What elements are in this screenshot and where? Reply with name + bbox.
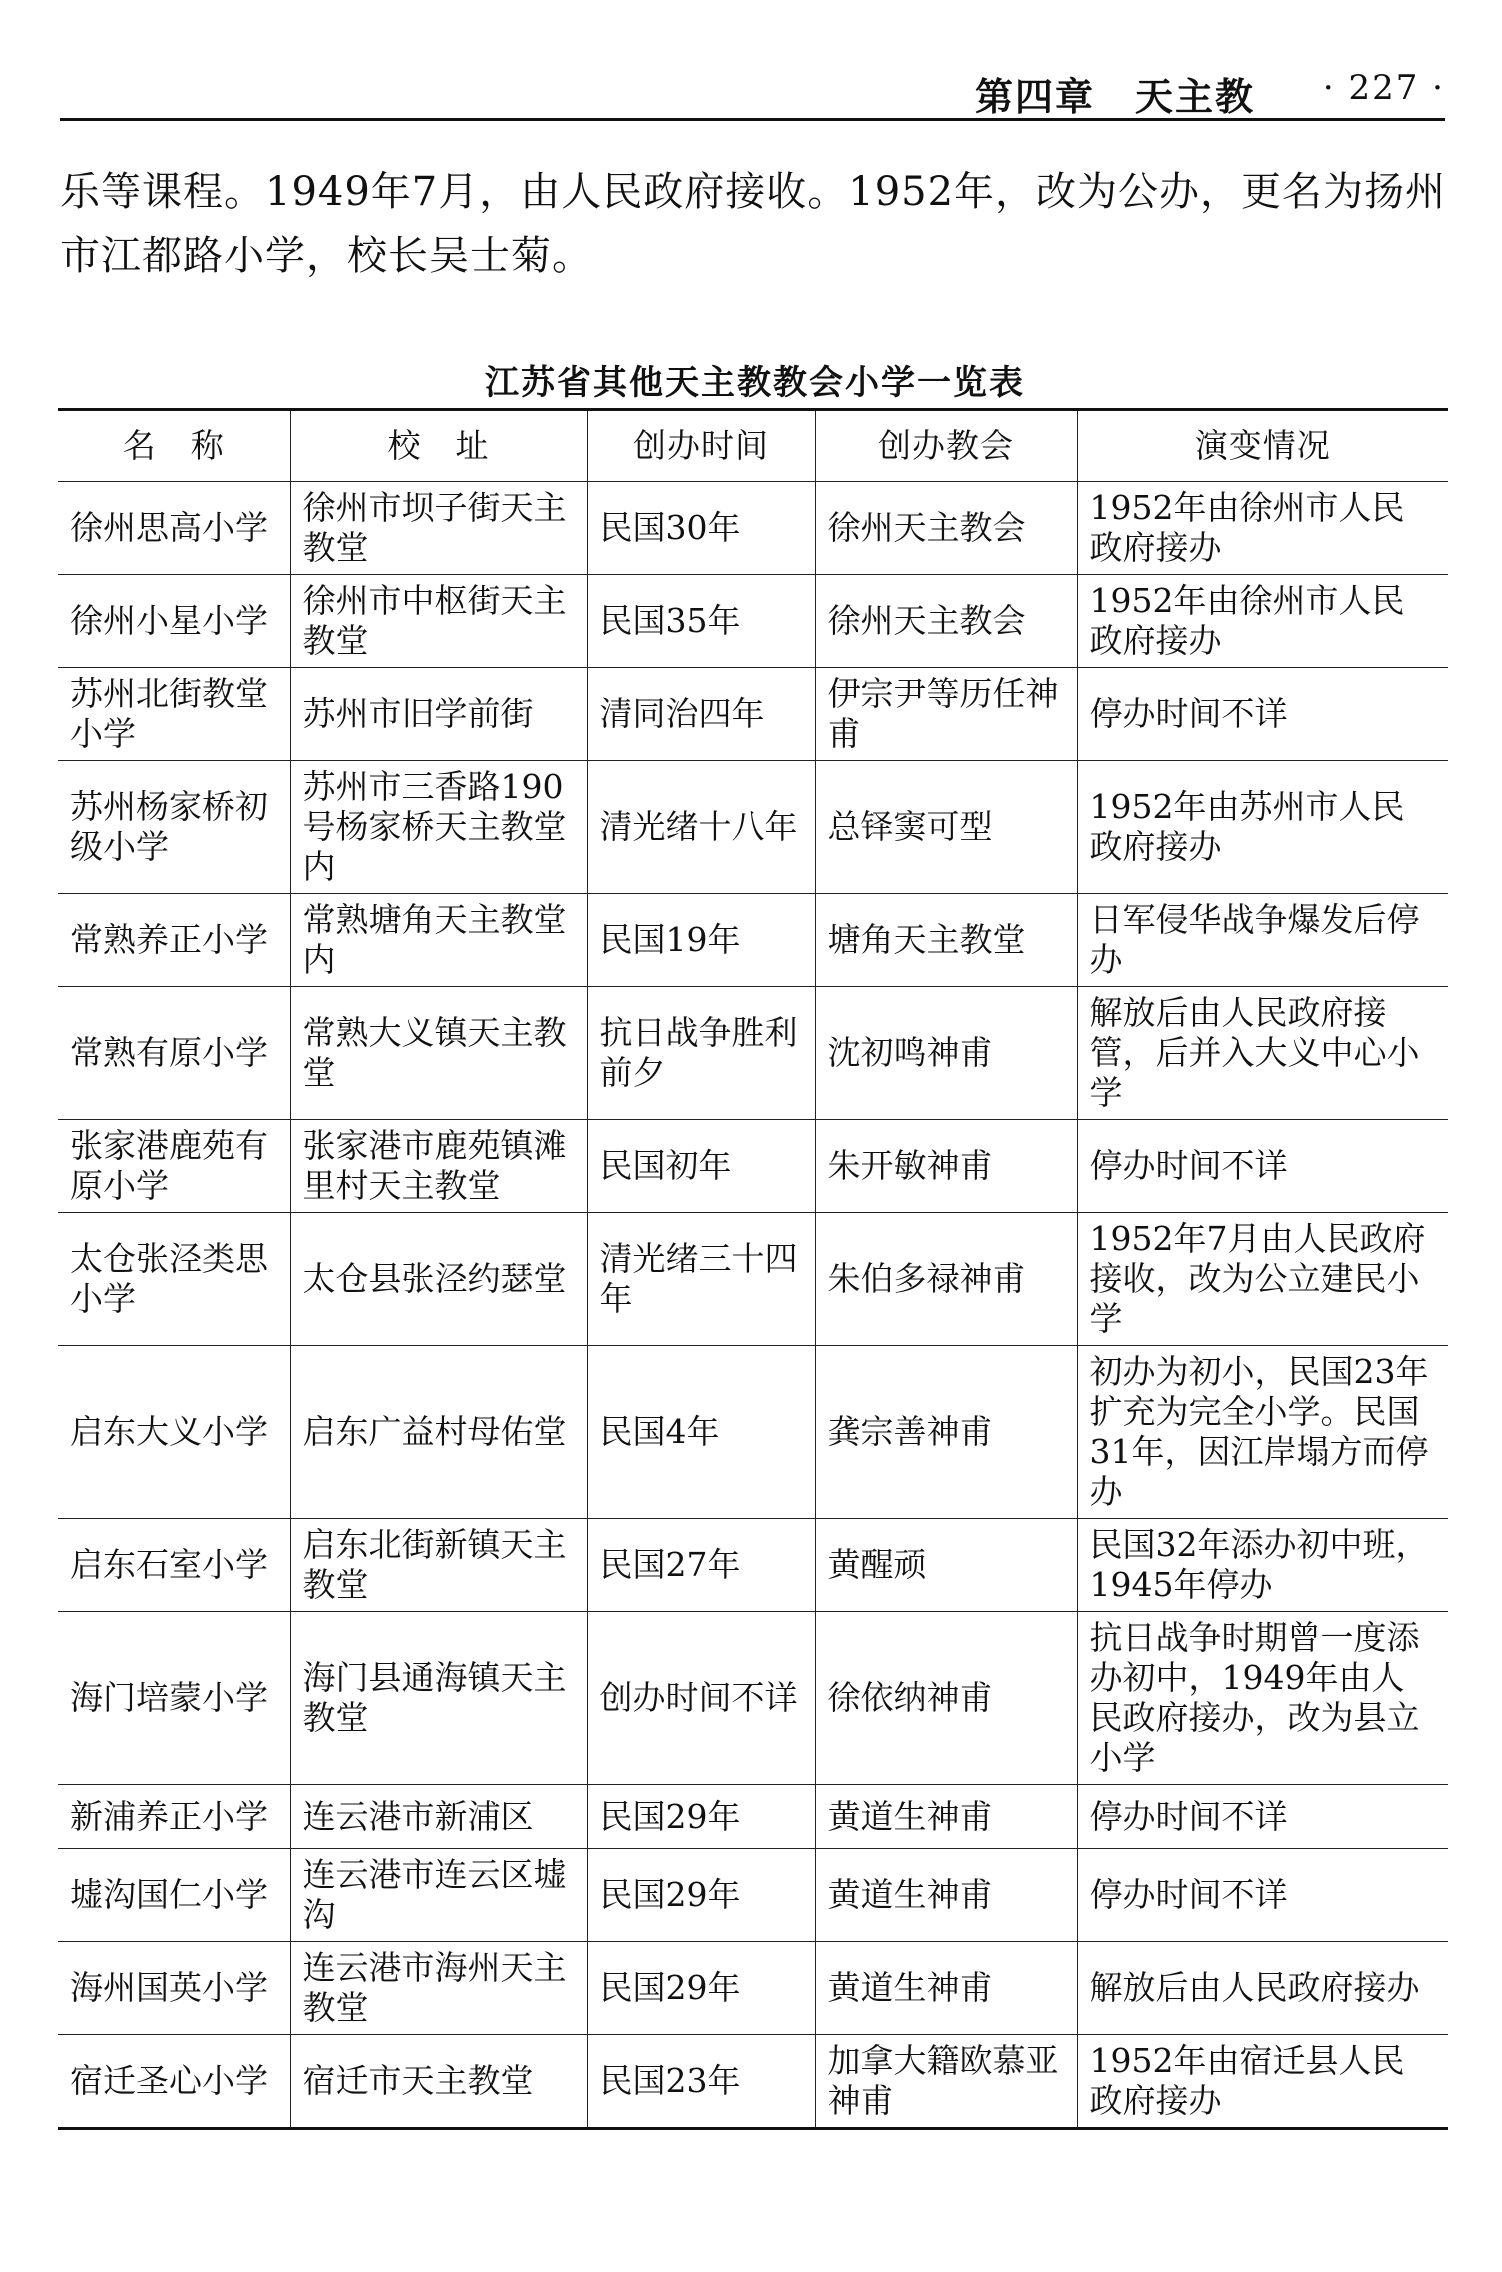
school-name-cell: 太仓张泾类思小学 (58, 1213, 290, 1346)
address-cell: 启东广益村母佑堂 (290, 1346, 587, 1519)
page-number: · 227 · (1322, 68, 1445, 108)
table-row (58, 1612, 1448, 1785)
founding-church-cell: 黄道生神甫 (815, 1785, 1077, 1849)
founding-church-cell: 黄醒顽 (815, 1519, 1077, 1612)
evolution-cell: 1952年7月由人民政府接收，改为公立建民小学 (1077, 1213, 1448, 1346)
running-header (60, 60, 1445, 121)
table-title: 江苏省其他天主教教会小学一览表 (485, 363, 1025, 403)
address-cell: 徐州市中枢街天主教堂 (290, 575, 587, 668)
founded-time-cell: 民国初年 (587, 1120, 815, 1213)
evolution-cell: 初办为初小，民国23年扩充为完全小学。民国31年，因江岸塌方而停办 (1077, 1346, 1448, 1519)
founded-time-cell: 民国29年 (587, 1785, 815, 1849)
founding-church-cell: 黄道生神甫 (815, 1942, 1077, 2035)
chapter-title: 第四章 天主教 (974, 75, 1255, 119)
column-header-evolution: 演变情况 (1077, 410, 1448, 482)
body-paragraph (60, 160, 1450, 288)
founded-time-cell: 民国35年 (587, 575, 815, 668)
column-header-founding-church: 创办教会 (815, 410, 1077, 482)
founded-time-cell: 创办时间不详 (587, 1612, 815, 1785)
founded-time-cell: 清同治四年 (587, 668, 815, 761)
founded-time-cell: 抗日战争胜利前夕 (587, 987, 815, 1120)
school-name-cell: 苏州北街教堂小学 (58, 668, 290, 761)
address-cell: 常熟塘角天主教堂内 (290, 894, 587, 987)
table-row (58, 761, 1448, 894)
evolution-cell: 停办时间不详 (1077, 1849, 1448, 1942)
table-row (58, 482, 1448, 575)
table-row (58, 1213, 1448, 1346)
founding-church-cell: 沈初鸣神甫 (815, 987, 1077, 1120)
founding-church-cell: 徐依纳神甫 (815, 1612, 1077, 1785)
school-list-table (58, 408, 1448, 2130)
address-cell: 连云港市新浦区 (290, 1785, 587, 1849)
evolution-cell: 停办时间不详 (1077, 1120, 1448, 1213)
founded-time-cell: 民国23年 (587, 2035, 815, 2129)
address-cell: 连云港市海州天主教堂 (290, 1942, 587, 2035)
evolution-cell: 1952年由徐州市人民政府接办 (1077, 575, 1448, 668)
table-row (58, 1942, 1448, 2035)
table-header-row (58, 410, 1448, 482)
address-cell: 宿迁市天主教堂 (290, 2035, 587, 2129)
founding-church-cell: 龚宗善神甫 (815, 1346, 1077, 1519)
table-row (58, 668, 1448, 761)
school-name-cell: 海门培蒙小学 (58, 1612, 290, 1785)
table-row (58, 987, 1448, 1120)
founding-church-cell: 总铎窦可型 (815, 761, 1077, 894)
founding-church-cell: 徐州天主教会 (815, 482, 1077, 575)
founding-church-cell: 加拿大籍欧慕亚神甫 (815, 2035, 1077, 2129)
school-name-cell: 张家港鹿苑有原小学 (58, 1120, 290, 1213)
founding-church-cell: 伊宗尹等历任神甫 (815, 668, 1077, 761)
table-row (58, 1849, 1448, 1942)
evolution-cell: 解放后由人民政府接办 (1077, 1942, 1448, 2035)
school-name-cell: 启东大义小学 (58, 1346, 290, 1519)
founded-time-cell: 民国19年 (587, 894, 815, 987)
school-name-cell: 新浦养正小学 (58, 1785, 290, 1849)
founding-church-cell: 徐州天主教会 (815, 575, 1077, 668)
evolution-cell: 抗日战争时期曾一度添办初中，1949年由人民政府接办，改为县立小学 (1077, 1612, 1448, 1785)
address-cell: 苏州市三香路190号杨家桥天主教堂内 (290, 761, 587, 894)
school-name-cell: 启东石室小学 (58, 1519, 290, 1612)
column-header-founded-time: 创办时间 (587, 410, 815, 482)
founded-time-cell: 民国4年 (587, 1346, 815, 1519)
table-row (58, 2035, 1448, 2129)
founded-time-cell: 清光绪十八年 (587, 761, 815, 894)
founded-time-cell: 民国29年 (587, 1942, 815, 2035)
evolution-cell: 停办时间不详 (1077, 1785, 1448, 1849)
founding-church-cell: 塘角天主教堂 (815, 894, 1077, 987)
paragraph-text: 乐等课程。1949年7月，由人民政府接收。1952年，改为公办，更名为扬州市江都路小学，校长吴士菊。 (60, 169, 1447, 279)
school-name-cell: 墟沟国仁小学 (58, 1849, 290, 1942)
address-cell: 徐州市坝子街天主教堂 (290, 482, 587, 575)
founded-time-cell: 民国29年 (587, 1849, 815, 1942)
school-name-cell: 常熟养正小学 (58, 894, 290, 987)
address-cell: 太仓县张泾约瑟堂 (290, 1213, 587, 1346)
evolution-cell: 1952年由徐州市人民政府接办 (1077, 482, 1448, 575)
evolution-cell: 解放后由人民政府接管，后并入大义中心小学 (1077, 987, 1448, 1120)
address-cell: 苏州市旧学前街 (290, 668, 587, 761)
table-body (58, 482, 1448, 2129)
evolution-cell: 民国32年添办初中班，1945年停办 (1077, 1519, 1448, 1612)
address-cell: 启东北街新镇天主教堂 (290, 1519, 587, 1612)
founded-time-cell: 民国27年 (587, 1519, 815, 1612)
address-cell: 海门县通海镇天主教堂 (290, 1612, 587, 1785)
school-name-cell: 宿迁圣心小学 (58, 2035, 290, 2129)
address-cell: 连云港市连云区墟沟 (290, 1849, 587, 1942)
evolution-cell: 1952年由苏州市人民政府接办 (1077, 761, 1448, 894)
founding-church-cell: 朱开敏神甫 (815, 1120, 1077, 1213)
founded-time-cell: 民国30年 (587, 482, 815, 575)
evolution-cell: 1952年由宿迁县人民政府接办 (1077, 2035, 1448, 2129)
evolution-cell: 日军侵华战争爆发后停办 (1077, 894, 1448, 987)
school-name-cell: 常熟有原小学 (58, 987, 290, 1120)
founding-church-cell: 朱伯多禄神甫 (815, 1213, 1077, 1346)
column-header-name: 名 称 (58, 410, 290, 482)
address-cell: 常熟大义镇天主教堂 (290, 987, 587, 1120)
address-cell: 张家港市鹿苑镇滩里村天主教堂 (290, 1120, 587, 1213)
table-row (58, 894, 1448, 987)
evolution-cell: 停办时间不详 (1077, 668, 1448, 761)
table-row (58, 1785, 1448, 1849)
school-name-cell: 徐州小星小学 (58, 575, 290, 668)
school-name-cell: 苏州杨家桥初级小学 (58, 761, 290, 894)
table-row (58, 1346, 1448, 1519)
table-row (58, 1120, 1448, 1213)
column-header-address: 校 址 (290, 410, 587, 482)
founding-church-cell: 黄道生神甫 (815, 1849, 1077, 1942)
school-name-cell: 海州国英小学 (58, 1942, 290, 2035)
founded-time-cell: 清光绪三十四年 (587, 1213, 815, 1346)
table-row (58, 575, 1448, 668)
school-name-cell: 徐州思高小学 (58, 482, 290, 575)
table-row (58, 1519, 1448, 1612)
